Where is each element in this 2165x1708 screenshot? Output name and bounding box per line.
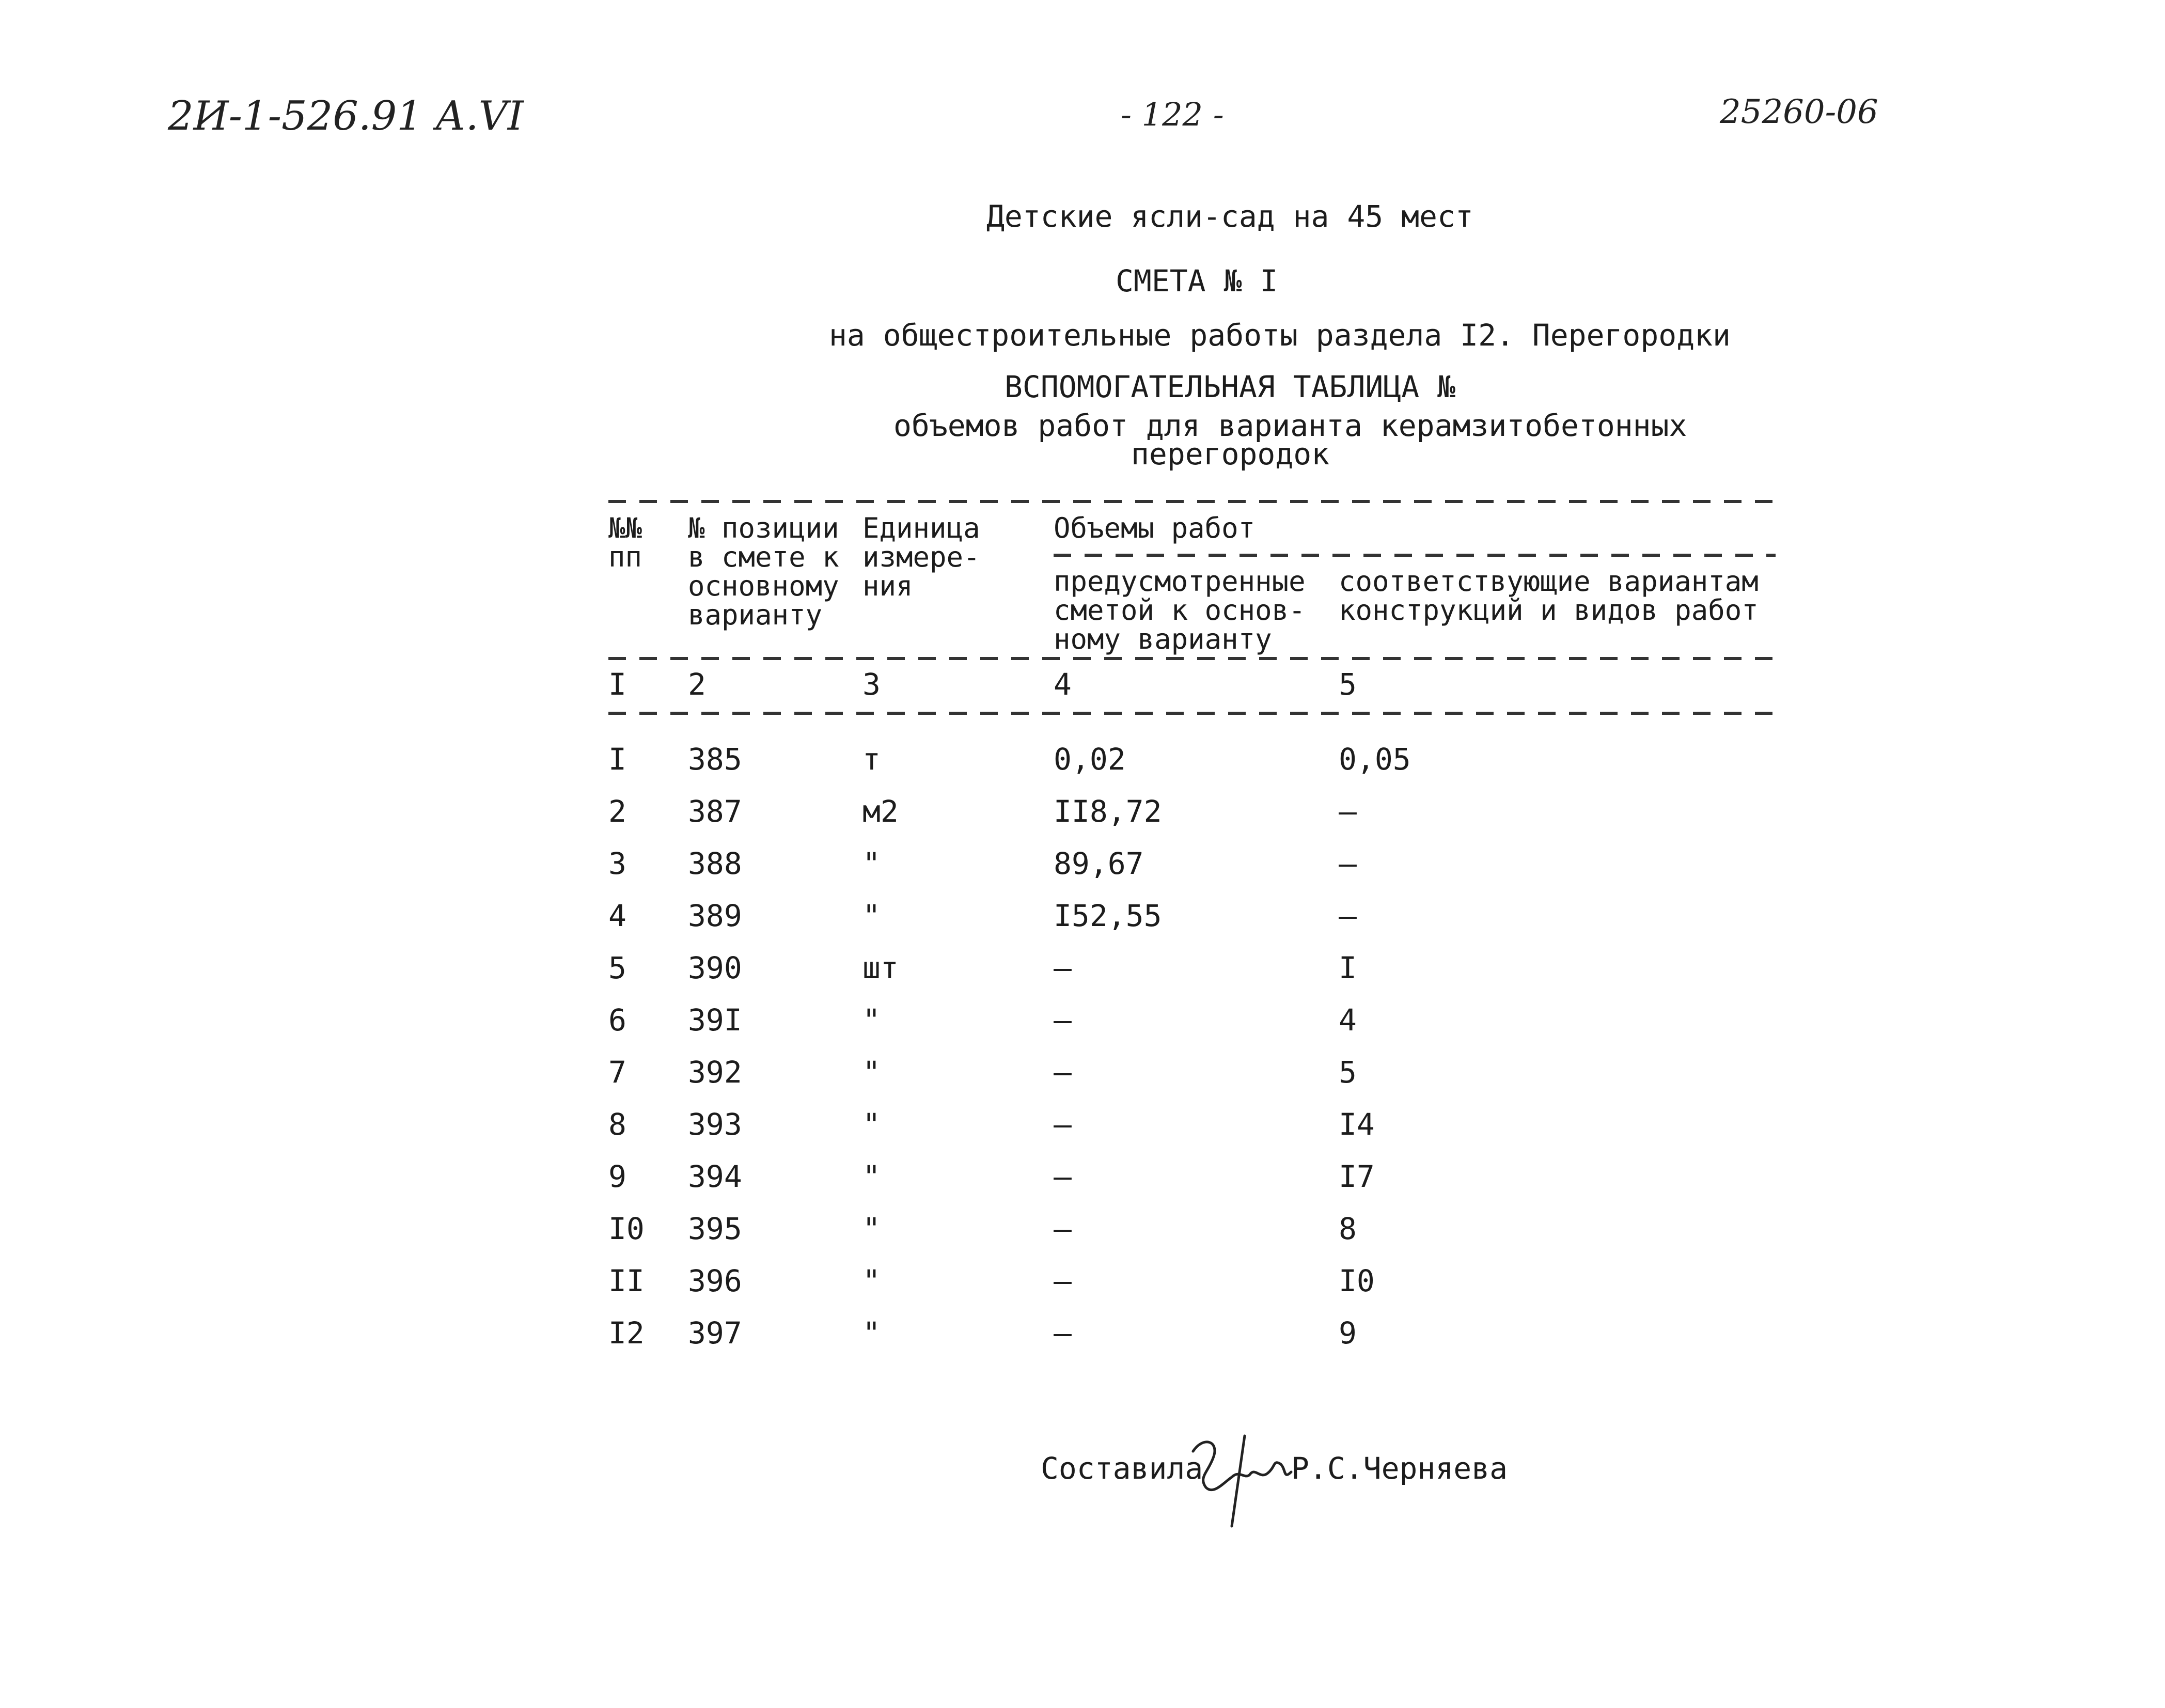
header-variant-volume: соответствующие вариантам конструкций и видов работ [1339, 565, 1759, 626]
header-unit: Единица измере- ния [862, 512, 980, 602]
table-cell-variant-volume: 8 [1339, 1211, 1357, 1246]
group-header-rule [1054, 554, 1776, 557]
table-cell-base-volume: – [1054, 1107, 1072, 1142]
table-cell-unit: т [862, 742, 881, 777]
table-cell-unit: " [862, 1002, 881, 1038]
table-cell-base-volume: – [1054, 1315, 1072, 1351]
page-number: - 122 - [1121, 96, 1224, 133]
table-cell-position-number: 393 [688, 1107, 742, 1142]
table-cell-position-number: 385 [688, 742, 742, 777]
table-cell-row-number: 2 [608, 794, 626, 829]
column-number: 4 [1054, 667, 1072, 702]
table-cell-base-volume: – [1054, 950, 1072, 985]
column-number: I [608, 667, 626, 702]
table-cell-base-volume: – [1054, 1159, 1072, 1194]
table-cell-position-number: 388 [688, 846, 742, 881]
table-cell-base-volume: – [1054, 1211, 1072, 1246]
header-volumes-group: Объемы работ [1054, 512, 1256, 544]
column-number: 3 [862, 667, 881, 702]
table-cell-variant-volume: I7 [1339, 1159, 1375, 1194]
table-cell-row-number: I2 [608, 1315, 645, 1351]
table-cell-row-number: I [608, 742, 626, 777]
estimate-number: СМЕТА № I [1116, 263, 1278, 299]
table-cell-unit: м2 [862, 794, 899, 829]
compiled-by-label: Составила [1041, 1451, 1203, 1486]
table-cell-variant-volume: 5 [1339, 1055, 1357, 1090]
table-cell-variant-volume: I4 [1339, 1107, 1375, 1142]
table-cell-base-volume: 0,02 [1054, 742, 1126, 777]
column-number: 5 [1339, 667, 1357, 702]
table-cell-unit: " [862, 1159, 881, 1194]
table-cell-variant-volume: I [1339, 950, 1357, 985]
archive-number: 25260-06 [1720, 93, 1878, 131]
column-numbers-rule [608, 712, 1776, 715]
table-cell-position-number: 389 [688, 898, 742, 933]
table-cell-base-volume: – [1054, 1263, 1072, 1298]
table-cell-unit: " [862, 846, 881, 881]
table-cell-variant-volume: 0,05 [1339, 742, 1411, 777]
table-cell-variant-volume: 4 [1339, 1002, 1357, 1038]
table-cell-position-number: 397 [688, 1315, 742, 1351]
table-title: ВСПОМОГАТЕЛЬНАЯ ТАБЛИЦА № [1005, 369, 1455, 404]
document-title: Детские ясли-сад на 45 мест [986, 199, 1473, 234]
table-top-rule [608, 500, 1776, 503]
table-cell-row-number: 4 [608, 898, 626, 933]
table-cell-variant-volume: – [1339, 898, 1357, 933]
table-cell-row-number: 8 [608, 1107, 626, 1142]
table-cell-row-number: 6 [608, 1002, 626, 1038]
table-cell-row-number: 9 [608, 1159, 626, 1194]
table-cell-base-volume: – [1054, 1055, 1072, 1090]
table-cell-base-volume: 89,67 [1054, 846, 1144, 881]
table-cell-variant-volume: – [1339, 846, 1357, 881]
table-subtitle-line2: перегородок [1131, 436, 1330, 472]
table-cell-unit: " [862, 1315, 881, 1351]
header-bottom-rule [608, 657, 1776, 660]
document-code: 2И-1-526.91 А.VI [168, 93, 524, 139]
table-cell-row-number: 5 [608, 950, 626, 985]
table-cell-position-number: 396 [688, 1263, 742, 1298]
table-cell-position-number: 395 [688, 1211, 742, 1246]
table-cell-position-number: 39I [688, 1002, 742, 1038]
table-cell-unit: " [862, 1055, 881, 1090]
table-cell-base-volume: II8,72 [1054, 794, 1162, 829]
table-cell-variant-volume: I0 [1339, 1263, 1375, 1298]
table-cell-unit: " [862, 898, 881, 933]
table-cell-row-number: II [608, 1263, 645, 1298]
table-cell-position-number: 394 [688, 1159, 742, 1194]
estimate-subject: на общестроительные работы раздела I2. Перегородки [829, 318, 1731, 353]
table-cell-base-volume: I52,55 [1054, 898, 1162, 933]
table-cell-position-number: 387 [688, 794, 742, 829]
table-cell-row-number: 3 [608, 846, 626, 881]
table-cell-position-number: 390 [688, 950, 742, 985]
table-cell-unit: " [862, 1107, 881, 1142]
compiler-name: Р.С.Черняева [1291, 1451, 1508, 1486]
table-cell-unit: шт [862, 950, 899, 985]
header-row-number: №№ пп [608, 512, 642, 573]
table-cell-unit: " [862, 1263, 881, 1298]
table-cell-variant-volume: 9 [1339, 1315, 1357, 1351]
table-cell-base-volume: – [1054, 1002, 1072, 1038]
table-subtitle-line1: объемов работ для варианта керамзитобетонных [893, 408, 1687, 443]
table-cell-variant-volume: – [1339, 794, 1357, 829]
header-base-volume: предусмотренные сметой к основ- ному варианту [1054, 565, 1306, 655]
table-cell-row-number: I0 [608, 1211, 645, 1246]
table-cell-row-number: 7 [608, 1055, 626, 1090]
column-number: 2 [688, 667, 706, 702]
table-cell-unit: " [862, 1211, 881, 1246]
table-cell-position-number: 392 [688, 1055, 742, 1090]
header-position: № позиции в смете к основному варианту [688, 512, 839, 631]
